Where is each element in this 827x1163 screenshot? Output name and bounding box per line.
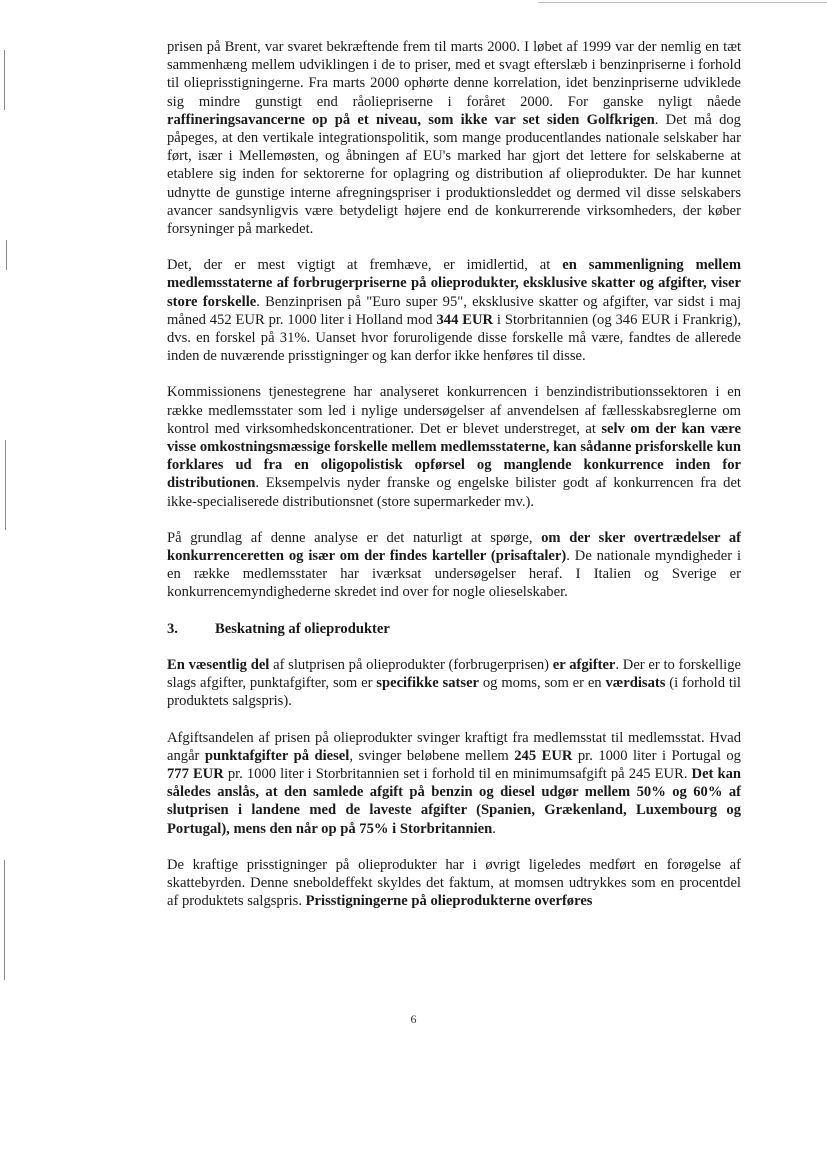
page-number: 6 [410,1012,417,1026]
text-run: De kraftige prisstigninger på olieprodukter har i øvrigt ligeledes medført en forøgelse af skattebyrden. Denne sneboldeffekt skyldes det faktum, at momsen udtrykkes som en procentdel af produktets salgspris. [167,856,741,910]
text-run: . Eksempelvis nyder franske og engelske bilister godt af konkurrencen fra det ikke-specialiserede distributionsnet (store supermarkeder mv.). [167,475,741,510]
paragraph-group-2 [167,656,741,910]
scan-margin-mark [4,860,5,980]
paragraph [167,729,741,838]
bold-text-run: 245 EUR [514,747,573,764]
paragraph [167,38,741,238]
paragraph [167,383,741,510]
text-run: Det, der er mest vigtigt at fremhæve, er imidlertid, at [167,257,563,274]
text-run: . Der er to forskellige slags afgifter, punktafgifter, som er [167,656,741,692]
text-run: (i forhold til produktets salgspris). [167,675,741,710]
bold-text-run: punktafgifter på diesel [204,747,350,764]
text-run: , svinger beløbene mellem [349,747,515,764]
body-text [167,38,741,928]
bold-text-run: Det kan således anslås, at den samlede afgift på benzin og diesel udgør mellem 50% og 60% af slutprisen i landene med de laveste afgifter (Spanien, Grækenland, Luxembourg og Portugal), mens den når op på 75% i Storbritannien [167,765,741,837]
scan-margin-mark [6,240,7,270]
bold-text-run: er afgifter [552,656,616,673]
bold-text-run: om der sker overtrædelser af konkurrenceretten og især om der findes karteller (prisaftaler) [167,529,741,565]
bold-text-run: 344 EUR [436,311,494,328]
text-run: prisen på Brent, var svaret bekræftende frem til marts 2000. I løbet af 1999 var der nemlig en tæt sammenhæng mellem udviklingen i de to priser, med et svagt efterslæb i benzinpriserne i forhold til olieprisstigningerne. Fra marts 2000 ophørte denne korrelation, idet benzinpriserne udviklede sig mindre gunstigt end råoliepriserne i foråret 2000. For ganske nyligt nåede [167,39,741,110]
text-run: . De nationale myndigheder i en række medlemsstater har iværksat undersøgelser heraf. I Italien og Sverige er konkurrencemyndighederne skredet ind over for nogle olieselskaber. [167,548,741,601]
text-run: pr. 1000 liter i Portugal og [572,747,741,764]
paragraph-group-1 [167,38,741,602]
bold-text-run: specifikke satser [376,675,480,692]
scan-margin-mark [4,50,5,110]
section-number: 3. [167,620,178,637]
bold-text-run: Prisstigningerne på olieprodukterne overføres [305,893,593,910]
bold-text-run: 777 EUR [167,765,224,782]
text-run: Kommissionens tjenestegrene har analyseret konkurrencen i benzindistributionssektoren i en række medlemsstater som led i nylige undersøgelser af anvendelsen af fællesskabsreglerne om kontrol med virksomhedskoncentrationer. Det er blevet understreget, at [167,384,741,437]
paragraph [167,656,741,711]
text-run: . Benzinprisen på "Euro super 95", eksklusive skatter og afgifter, var sidst i maj måned 452 EUR pr. 1000 liter i Holland mod [167,293,741,328]
text-run: . Det må dog påpeges, at den vertikale integrationspolitik, som mange producentlandes nationale selskaber har ført, især i Mellemøsten, og åbningen af EU's marked har gjort det lettere for selskaberne at etablere sig inden for sektorerne for oplagring og distribution af olieprodukter. De har kunnet udnytte de gunstige interne afregningspriser i produktionsleddet og dermed vil disse selskabers avancer sandsynligvis være betydeligt højere end de konkurrerende virksomheders, der køber forsyninger på markedet. [167,111,741,238]
text-run: . [492,820,496,837]
text-run: Afgiftsandelen af prisen på olieprodukter svinger kraftigt fra medlemsstat til medlemsstat. Hvad angår [167,729,741,764]
bold-text-run: En væsentlig del [167,656,270,673]
bold-text-run: en sammenligning mellem medlemsstaterne af forbrugerpriserne på olieprodukter, eksklusive skatter og afgifter, viser store forskelle [167,257,741,310]
paragraph [167,529,741,602]
paragraph [167,856,741,911]
bold-text-run: raffineringsavancerne op på et niveau, som ikke var set siden Golfkrigen [167,111,655,128]
text-run: pr. 1000 liter i Storbritannien set i forhold til en minimumsafgift på 245 EUR. [223,765,692,782]
bold-text-run: værdisats [605,675,666,692]
section-title: Beskatning af olieprodukter [215,620,390,637]
scan-edge-line [538,2,827,3]
text-run: På grundlag af denne analyse er det naturligt at spørge, [167,529,542,546]
text-run: og moms, som er en [479,675,606,692]
paragraph [167,256,741,365]
scan-margin-mark [5,440,6,530]
text-run: i Storbritannien (og 346 EUR i Frankrig), dvs. en forskel på 31%. Uanset hvor foruroligende disse forskelle må være, fandtes de allerede inden de nuværende prisstigninger og kan derfor ikke henføres til disse. [167,311,741,365]
section-heading [167,620,741,638]
bold-text-run: selv om der kan være visse omkostningsmæssige forskelle mellem medlemsstaterne, kan sådanne prisforskelle kun forklares ud fra en oligopolistisk opførsel og manglende konkurrence inden for distributionen [167,420,741,492]
text-run: af slutprisen på olieprodukter (forbrugerprisen) [269,656,553,673]
